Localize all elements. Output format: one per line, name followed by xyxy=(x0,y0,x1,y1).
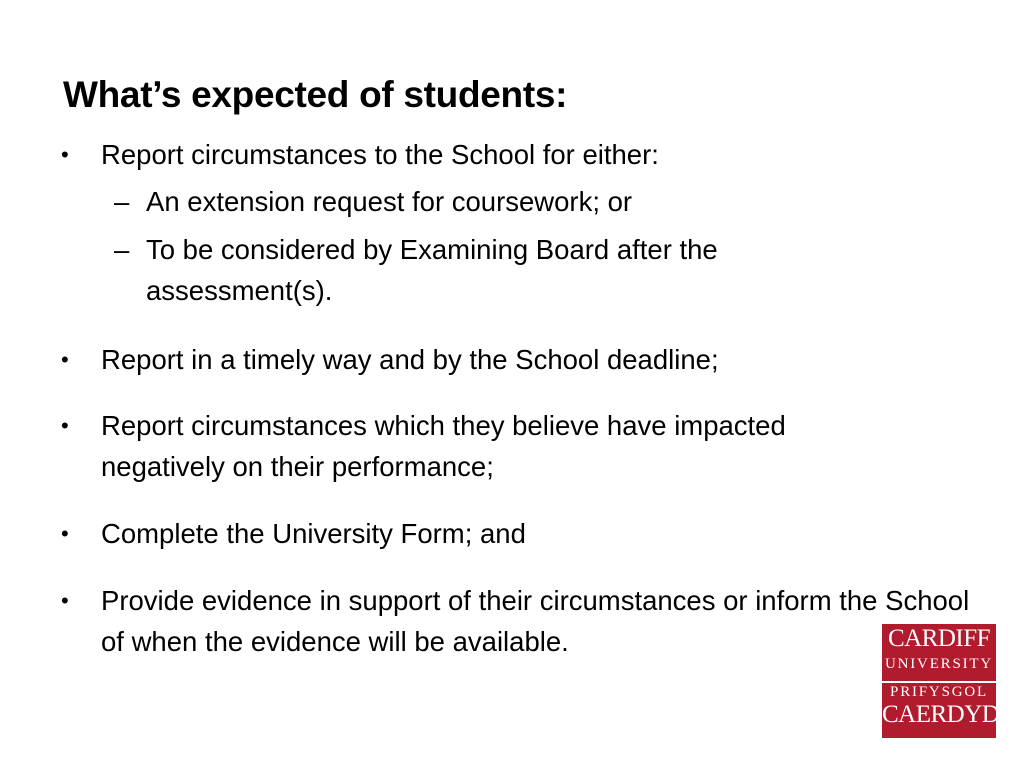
bullet-item xyxy=(61,134,981,175)
bullet-marker: • xyxy=(61,588,69,613)
cardiff-university-logo xyxy=(882,624,1017,738)
sub-bullet-marker: – xyxy=(114,234,130,265)
sub-bullet-marker: – xyxy=(114,186,130,217)
bullet-marker: • xyxy=(61,413,69,438)
logo-line-prifysgol: PRIFYSGOL xyxy=(890,684,988,700)
bullet-marker: • xyxy=(61,142,69,167)
bullet-text: Report circumstances to the School for either: xyxy=(101,139,659,170)
bullet-text: Provide evidence in support of their circumstances or inform the School of when the evidence will be available. xyxy=(101,585,970,657)
bullet-item xyxy=(61,513,981,554)
bullet-item xyxy=(61,405,901,487)
bullet-text: Report circumstances which they believe have impacted negatively on their performance; xyxy=(101,410,786,482)
bullet-marker: • xyxy=(61,347,69,372)
logo-line-university: UNIVERSITY xyxy=(885,656,993,672)
logo-divider xyxy=(882,681,996,683)
sub-bullet-text: An extension request for coursework; or xyxy=(146,186,633,217)
logo-line-caerdydd: CAERDYDD xyxy=(882,701,1017,728)
sub-bullet-text: To be considered by Examining Board after the assessment(s). xyxy=(146,234,718,306)
bullet-item xyxy=(61,580,971,662)
sub-bullet-item xyxy=(114,229,836,311)
bullet-text: Report in a timely way and by the School deadline; xyxy=(101,344,719,375)
sub-bullet-item xyxy=(114,181,836,222)
slide-title: What’s expected of students: xyxy=(63,74,568,115)
logo-line-cardiff: CARDIFF xyxy=(887,625,991,652)
bullet-text: Complete the University Form; and xyxy=(101,518,526,549)
bullet-marker: • xyxy=(61,521,69,546)
bullet-item xyxy=(61,339,981,380)
